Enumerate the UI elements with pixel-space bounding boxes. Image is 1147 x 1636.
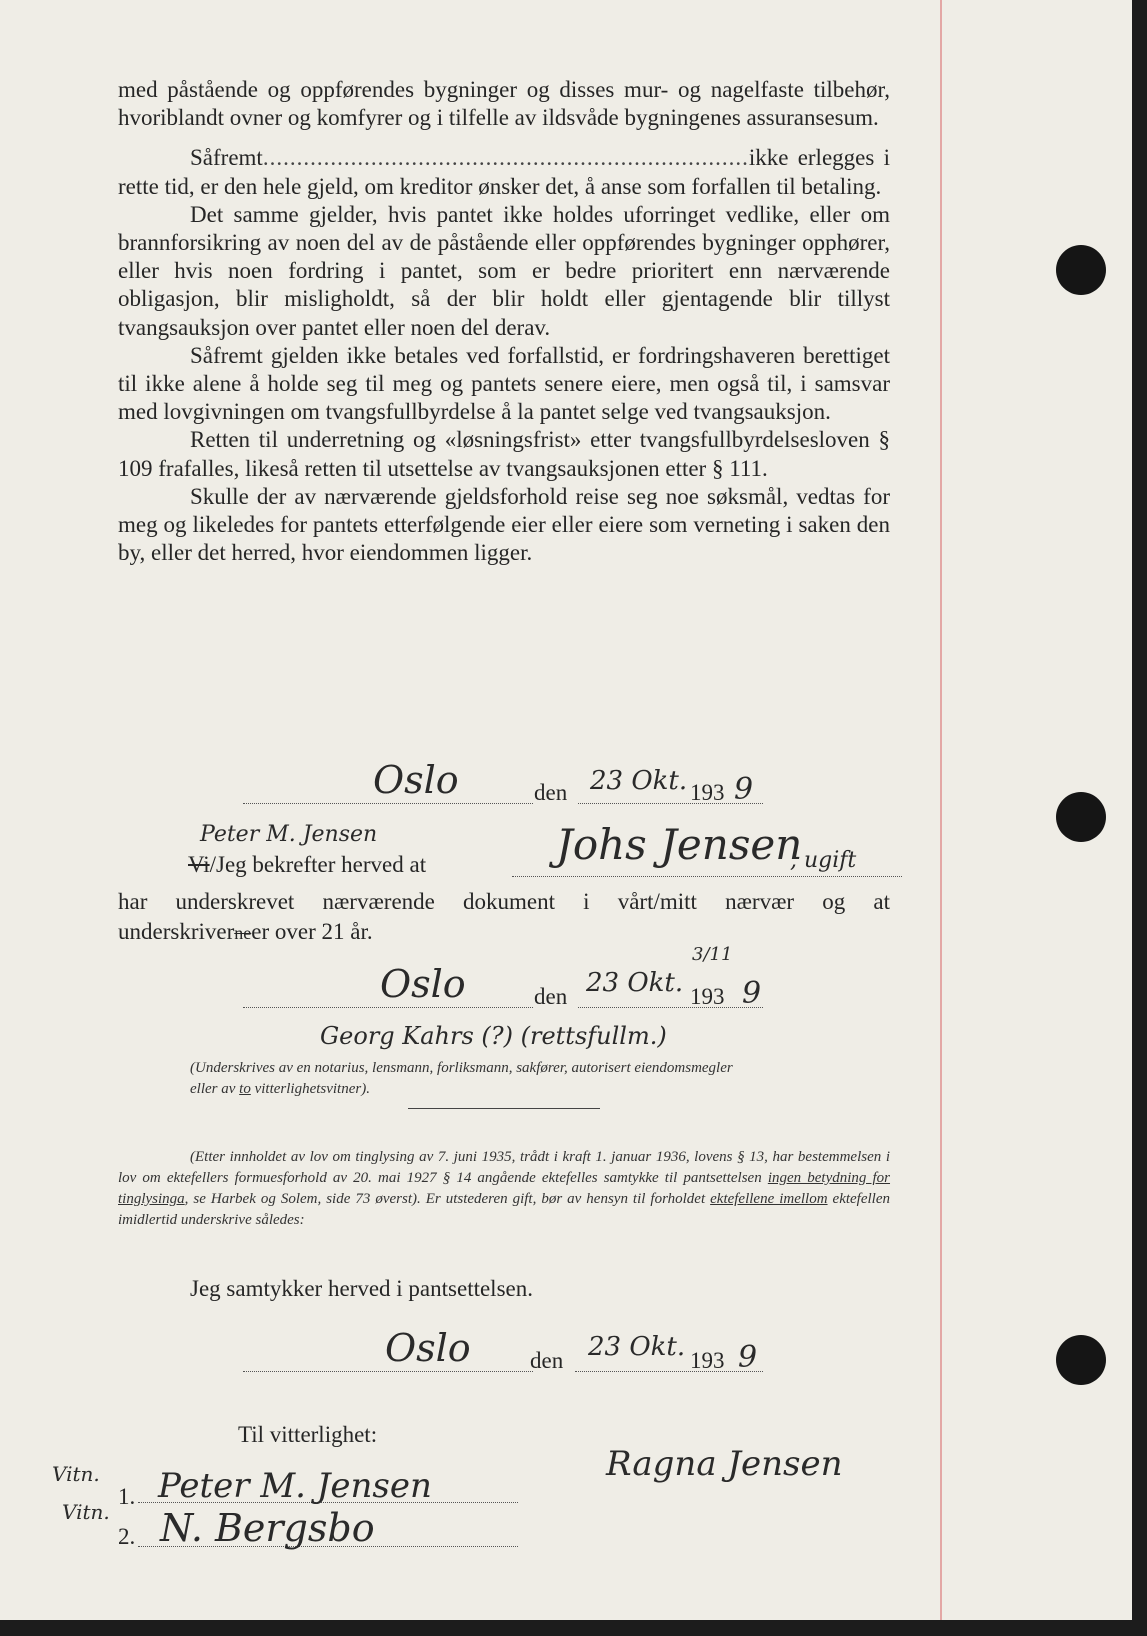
den-label: den xyxy=(534,780,568,805)
handwritten-witness-signature: N. Bergsbo xyxy=(160,1506,375,1550)
handwritten-signer-note: Peter M. Jensen xyxy=(200,822,378,847)
legal-note-underlined: ingen betydning for tinglysinga xyxy=(118,1170,891,1207)
age-text-a: underskriver xyxy=(118,919,235,944)
handwritten-correction: 3/11 xyxy=(692,944,733,965)
date-place-line xyxy=(243,803,533,804)
handwritten-signer: Johs Jensen xyxy=(556,820,803,869)
punch-hole xyxy=(1056,245,1106,295)
paragraph: Det samme gjelder, hvis pantet ikke holdes uforringet vedlike, eller om brannforsikring av noen del av de påstående eller oppførendes bygninger opphører, eller hvis noen fordring i pantet, som er bedre prioritert enn nærværende obligasjon, blir misligholdt, så der blir holdt eller gjentagende blir tillyst tvangsauksjon over pantet eller noen del derav. xyxy=(118,201,890,340)
handwritten-year: 9 xyxy=(738,1340,758,1375)
witness-margin-note: Vitn. xyxy=(52,1462,100,1486)
handwritten-place: Oslo xyxy=(373,758,459,802)
witness-margin-note: Vitn. xyxy=(62,1500,110,1524)
handwritten-date: 23 Okt. xyxy=(590,766,688,796)
handwritten-place: Oslo xyxy=(380,962,466,1006)
year-prefix: 193 xyxy=(690,1348,725,1373)
safremt-rest: tid, er den hele gjeld, om kreditor ønsker det, å anse som forfallen til betaling. xyxy=(164,173,882,199)
margin-rule xyxy=(940,0,942,1620)
legal-note xyxy=(118,1147,890,1231)
handwritten-date: 23 Okt. xyxy=(586,968,684,998)
underlined-word: to xyxy=(239,1081,251,1097)
date-line xyxy=(578,1007,763,1008)
handwritten-marital-status: , ugift xyxy=(790,848,857,873)
date-line xyxy=(575,1371,763,1372)
mortgage-terms xyxy=(118,76,890,567)
handwritten-spouse-signature: Ragna Jensen xyxy=(606,1444,843,1484)
separator xyxy=(408,1108,600,1109)
handwritten-year: 9 xyxy=(742,976,762,1011)
witness-heading: Til vitterlighet: xyxy=(238,1422,378,1447)
legal-note-part: ektefellen imidlertid underskrive således: xyxy=(118,1191,890,1228)
confirm-text: /Jeg bekrefter herved at xyxy=(209,852,427,877)
consent-text: Jeg samtykker herved i pantsettelsen. xyxy=(190,1276,533,1301)
legal-note-underlined: ektefellene imellom xyxy=(710,1191,828,1207)
handwritten-year: 9 xyxy=(734,772,754,807)
punch-hole xyxy=(1056,1335,1106,1385)
handwritten-witness-signature: Peter M. Jensen xyxy=(158,1466,432,1506)
year-prefix: 193 xyxy=(690,984,725,1009)
age-line: underskriverneer over 21 år. xyxy=(118,919,373,944)
paragraph: Såfremt gjelden ikke betales ved forfallstid, er fordringshaveren berettiget til ikke alene å holde seg til meg og pantets senere eiere, men også til, i samsvar med lovgivningen om tvangsfullbyrdelse å la pantet selge ved tvangsauksjon. xyxy=(118,342,890,425)
legal-note-part: , se Harbek og Solem, side 73 øverst). Er utstederen gift, bør av hensyn til forholdet xyxy=(184,1191,706,1207)
safremt-start: Såfremt xyxy=(190,145,263,171)
den-label: den xyxy=(530,1348,564,1373)
date-place-line xyxy=(243,1007,533,1008)
den-label: den xyxy=(534,984,568,1009)
witness-text: har underskrevet nærværende dokument i vårt/mitt nærvær og at xyxy=(118,889,890,914)
safremt-end: ikke erlegges i rette xyxy=(118,145,890,199)
confirm-line xyxy=(188,852,426,878)
paragraph: Retten til underretning og «løsningsfrist» etter tvangsfullbyrdelsesloven § 109 frafalles, likeså retten til utsettelse av tvangsauksjonen etter § 111. xyxy=(118,427,890,481)
date-place-line xyxy=(243,1371,533,1372)
paragraph: med påstående og oppførendes bygninger og disses mur- og nagelfaste tilbehør, hvoriblandt ovner og komfyrer og i tilfelle av ildsvåde bygningenes assuransesum. xyxy=(118,77,890,131)
signer-line xyxy=(512,876,902,877)
signing-instruction: (Underskrives av en notarius, lensmann, forliksmann, sakfører, autorisert eiendomsmegler eller av to vitterlighetsvitner). xyxy=(190,1060,733,1097)
handwritten-notary-signature: Georg Kahrs (?) (rettsfullm.) xyxy=(320,1022,667,1050)
handwritten-date: 23 Okt. xyxy=(588,1332,686,1362)
paragraph: Skulle der av nærværende gjeldsforhold reise seg noe søksmål, vedtas for meg og likeledes for pantets etterfølgende eier eller eiere som verneting i saken den by, eller det herred, hvor eiendommen ligger. xyxy=(118,483,890,566)
year-prefix: 193 xyxy=(690,780,725,805)
safremt-paragraph: Såfremt........................................................................ikke erlegges i rette tid, er den hele gjeld, om kreditor ønsker det, å anse som forfallen til betaling. xyxy=(118,145,890,199)
legal-note-part: (Etter innholdet av lov om tinglysing av 7. juni 1935, trådt i kraft 1. januar 1936, lovens § 13, har bestemmelsen i lov om ektefellers formuesforhold av 20. mai 1927 § 14 angående ektefelles samtykke til pantsettelsen xyxy=(118,1149,890,1186)
witness-number: 2. xyxy=(118,1524,136,1549)
struck-prefix: Vi xyxy=(188,852,210,877)
handwritten-place: Oslo xyxy=(385,1326,471,1370)
age-text-b: er over 21 år. xyxy=(251,919,373,944)
punch-hole xyxy=(1056,792,1106,842)
witness-number: 1. xyxy=(118,1484,136,1509)
